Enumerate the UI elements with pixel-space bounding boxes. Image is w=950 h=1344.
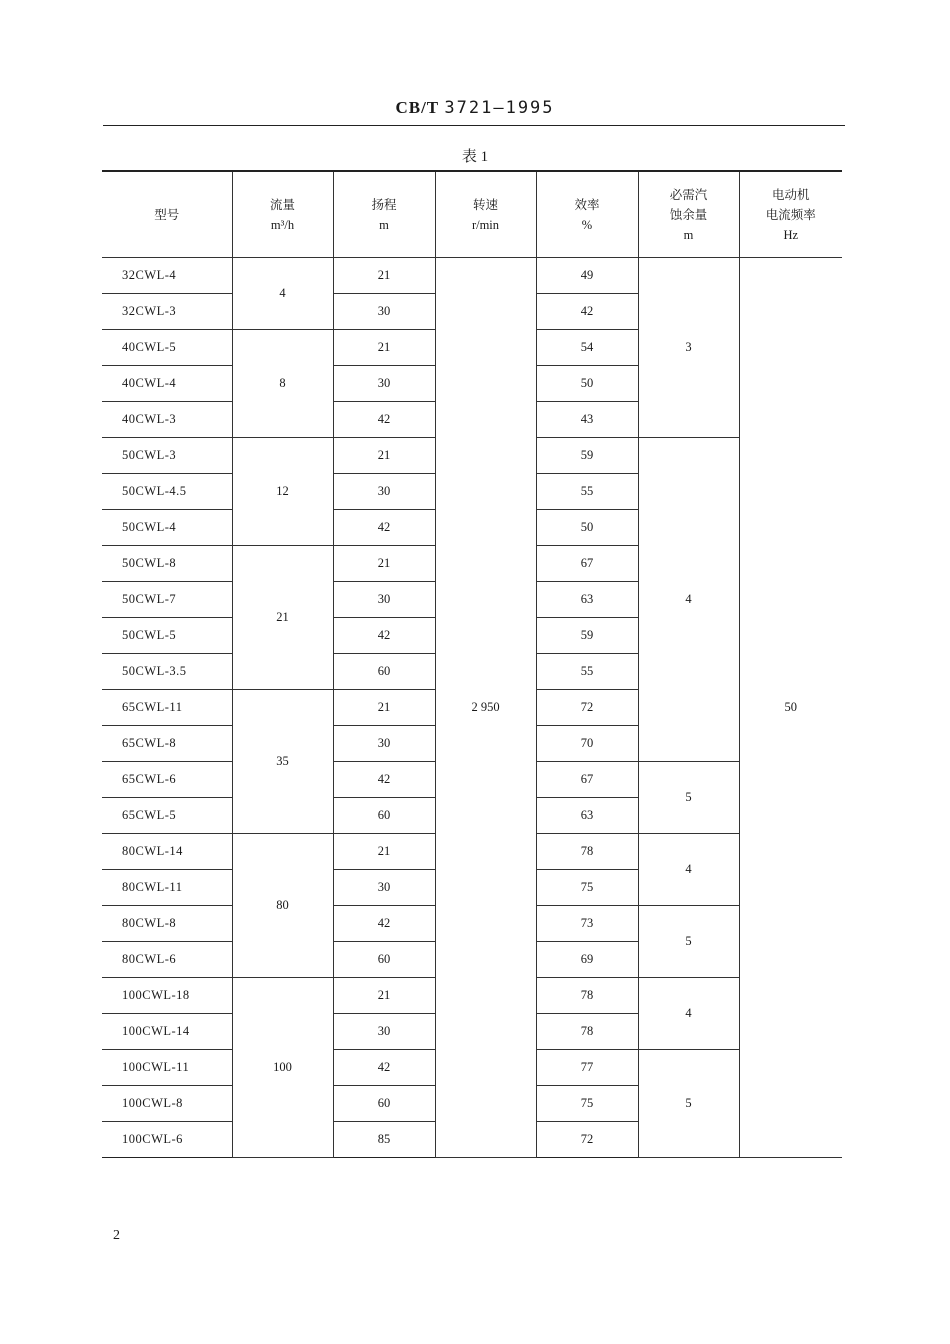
head-cell: 60 xyxy=(333,654,435,690)
efficiency-cell: 75 xyxy=(536,870,638,906)
model-cell: 80CWL-8 xyxy=(102,906,232,942)
npsh-cell: 5 xyxy=(638,906,739,978)
efficiency-cell: 55 xyxy=(536,474,638,510)
header-line: m xyxy=(683,227,694,242)
header-model xyxy=(102,171,232,258)
head-cell: 30 xyxy=(333,582,435,618)
header-efficiency xyxy=(536,171,638,258)
standard-number: 3721—1995 xyxy=(444,98,555,118)
efficiency-cell: 59 xyxy=(536,618,638,654)
frequency-cell: 50 xyxy=(739,258,842,1158)
model-cell: 65CWL-8 xyxy=(102,726,232,762)
head-cell: 42 xyxy=(333,1050,435,1086)
efficiency-cell: 63 xyxy=(536,798,638,834)
model-cell: 65CWL-11 xyxy=(102,690,232,726)
header-line: 流量 xyxy=(269,197,295,212)
npsh-cell: 4 xyxy=(638,978,739,1050)
header-line: 效率 xyxy=(574,197,600,212)
flow-cell: 12 xyxy=(232,438,333,546)
header-flow xyxy=(232,171,333,258)
efficiency-cell: 72 xyxy=(536,1122,638,1158)
head-cell: 21 xyxy=(333,978,435,1014)
model-cell: 50CWL-8 xyxy=(102,546,232,582)
header-speed xyxy=(435,171,536,258)
model-cell: 32CWL-3 xyxy=(102,294,232,330)
efficiency-cell: 78 xyxy=(536,978,638,1014)
efficiency-cell: 55 xyxy=(536,654,638,690)
efficiency-cell: 50 xyxy=(536,366,638,402)
head-cell: 30 xyxy=(333,726,435,762)
efficiency-cell: 59 xyxy=(536,438,638,474)
head-cell: 30 xyxy=(333,294,435,330)
head-cell: 30 xyxy=(333,1014,435,1050)
model-cell: 40CWL-3 xyxy=(102,402,232,438)
model-cell: 50CWL-4 xyxy=(102,510,232,546)
head-cell: 30 xyxy=(333,870,435,906)
model-cell: 65CWL-5 xyxy=(102,798,232,834)
header-line: r/min xyxy=(471,217,500,232)
efficiency-cell: 49 xyxy=(536,258,638,294)
flow-cell: 100 xyxy=(232,978,333,1158)
npsh-cell: 4 xyxy=(638,834,739,906)
model-cell: 50CWL-4.5 xyxy=(102,474,232,510)
speed-cell: 2 950 xyxy=(435,258,536,1158)
table-header-row xyxy=(102,171,842,258)
npsh-cell: 4 xyxy=(638,438,739,762)
npsh-cell: 5 xyxy=(638,1050,739,1158)
efficiency-cell: 69 xyxy=(536,942,638,978)
header-line: 扬程 xyxy=(371,197,397,212)
model-cell: 80CWL-11 xyxy=(102,870,232,906)
model-cell: 100CWL-8 xyxy=(102,1086,232,1122)
model-cell: 80CWL-14 xyxy=(102,834,232,870)
head-cell: 42 xyxy=(333,762,435,798)
head-cell: 42 xyxy=(333,510,435,546)
model-cell: 50CWL-3.5 xyxy=(102,654,232,690)
header-motor-frequency xyxy=(739,171,842,258)
table-body xyxy=(102,258,842,1158)
efficiency-cell: 78 xyxy=(536,1014,638,1050)
efficiency-cell: 72 xyxy=(536,690,638,726)
flow-cell: 8 xyxy=(232,330,333,438)
pump-spec-table xyxy=(102,170,842,1158)
model-cell: 100CWL-18 xyxy=(102,978,232,1014)
standard-header xyxy=(0,98,950,118)
head-cell: 21 xyxy=(333,330,435,366)
npsh-cell: 5 xyxy=(638,762,739,834)
head-cell: 30 xyxy=(333,474,435,510)
model-cell: 100CWL-11 xyxy=(102,1050,232,1086)
efficiency-cell: 67 xyxy=(536,546,638,582)
head-cell: 60 xyxy=(333,942,435,978)
header-line: m xyxy=(379,217,389,232)
head-cell: 60 xyxy=(333,798,435,834)
model-cell: 80CWL-6 xyxy=(102,942,232,978)
header-line: % xyxy=(581,217,593,232)
head-cell: 42 xyxy=(333,402,435,438)
model-cell: 50CWL-3 xyxy=(102,438,232,474)
head-cell: 21 xyxy=(333,258,435,294)
flow-cell: 4 xyxy=(232,258,333,330)
model-cell: 50CWL-7 xyxy=(102,582,232,618)
efficiency-cell: 63 xyxy=(536,582,638,618)
header-line: Hz xyxy=(783,227,799,242)
page-number: 2 xyxy=(113,1228,120,1243)
header-line: 型号 xyxy=(154,207,180,222)
header-line: 电动机 xyxy=(771,187,810,202)
header-line: 必需汽 xyxy=(669,187,708,202)
header-npsh xyxy=(638,171,739,258)
model-cell: 65CWL-6 xyxy=(102,762,232,798)
head-cell: 30 xyxy=(333,366,435,402)
table-caption: 表 1 xyxy=(461,149,489,165)
head-cell: 21 xyxy=(333,690,435,726)
model-cell: 100CWL-14 xyxy=(102,1014,232,1050)
model-cell: 50CWL-5 xyxy=(102,618,232,654)
flow-cell: 21 xyxy=(232,546,333,690)
model-cell: 32CWL-4 xyxy=(102,258,232,294)
efficiency-cell: 78 xyxy=(536,834,638,870)
model-cell: 40CWL-5 xyxy=(102,330,232,366)
header-rule xyxy=(103,125,845,126)
efficiency-cell: 42 xyxy=(536,294,638,330)
header-head xyxy=(333,171,435,258)
header-line: 电流频率 xyxy=(765,207,816,222)
head-cell: 21 xyxy=(333,546,435,582)
header-line: m³/h xyxy=(270,217,295,232)
efficiency-cell: 70 xyxy=(536,726,638,762)
model-cell: 40CWL-4 xyxy=(102,366,232,402)
header-line: 蚀余量 xyxy=(669,207,708,222)
flow-cell: 80 xyxy=(232,834,333,978)
head-cell: 85 xyxy=(333,1122,435,1158)
efficiency-cell: 43 xyxy=(536,402,638,438)
efficiency-cell: 67 xyxy=(536,762,638,798)
head-cell: 21 xyxy=(333,438,435,474)
efficiency-cell: 50 xyxy=(536,510,638,546)
standard-code: CB/T xyxy=(395,98,440,117)
efficiency-cell: 75 xyxy=(536,1086,638,1122)
header-line: 转速 xyxy=(472,197,498,212)
head-cell: 21 xyxy=(333,834,435,870)
head-cell: 60 xyxy=(333,1086,435,1122)
model-cell: 100CWL-6 xyxy=(102,1122,232,1158)
efficiency-cell: 77 xyxy=(536,1050,638,1086)
efficiency-cell: 73 xyxy=(536,906,638,942)
efficiency-cell: 54 xyxy=(536,330,638,366)
head-cell: 42 xyxy=(333,618,435,654)
head-cell: 42 xyxy=(333,906,435,942)
flow-cell: 35 xyxy=(232,690,333,834)
npsh-cell: 3 xyxy=(638,258,739,438)
table-row xyxy=(102,258,842,294)
